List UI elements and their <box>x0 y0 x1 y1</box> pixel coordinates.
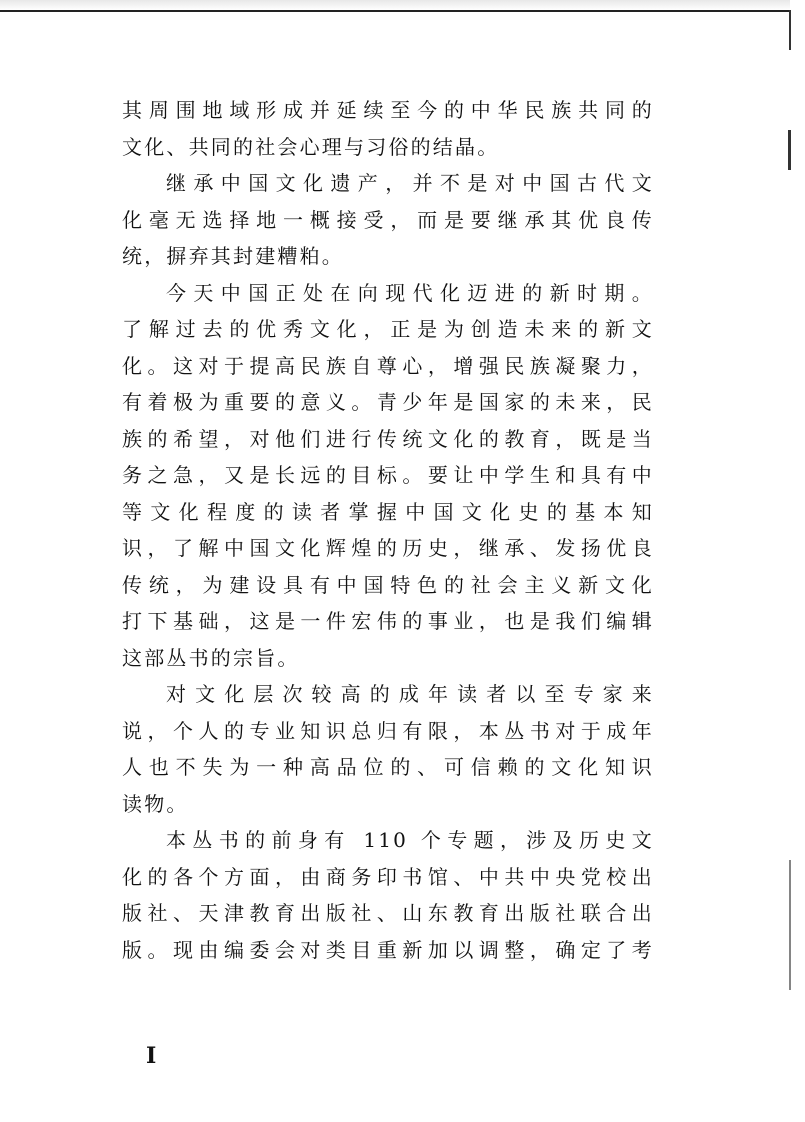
top-rule <box>0 0 790 12</box>
text-line: 人也不失为一种高品位的、可信赖的文化知识 <box>122 755 654 779</box>
text-line: 文化、共同的社会心理与习俗的结晶。 <box>122 134 500 159</box>
body-text <box>122 92 654 968</box>
text-line: 版社、天津教育出版社、山东教育出版社联合出 <box>122 901 654 925</box>
text-line: 识，了解中国文化辉煌的历史，继承、发扬优良 <box>122 536 654 560</box>
text-line: 族的希望，对他们进行传统文化的教育，既是当 <box>122 426 654 451</box>
text-line: 化毫无选择地一概接受，而是要继承其优良传 <box>122 207 654 232</box>
text-line: 版。现由编委会对类目重新加以调整，确定了考 <box>122 937 654 962</box>
scan-edge-mark <box>789 10 791 50</box>
text-line: 统，摒弃其封建糟粕。 <box>122 244 344 268</box>
text-line: 本丛书的前身有 110 个专题，涉及历史文 <box>166 828 654 852</box>
text-line: 今天中国正处在向现代化迈进的新时期。 <box>166 280 654 305</box>
text-line: 传统，为建设具有中国特色的社会主义新文化 <box>122 572 654 597</box>
text-line: 有着极为重要的意义。青少年是国家的未来，民 <box>122 390 654 414</box>
text-line: 继承中国文化遗产，并不是对中国古代文 <box>166 171 654 195</box>
page-number: I <box>146 1043 157 1069</box>
text-line: 化。这对于提高民族自尊心，增强民族凝聚力， <box>122 353 654 378</box>
text-line: 说，个人的专业知识总归有限，本丛书对于成年 <box>122 718 654 743</box>
text-line: 对文化层次较高的成年读者以至专家来 <box>166 682 654 706</box>
scan-edge-mark <box>789 860 791 990</box>
text-line: 其周围地域形成并延续至今的中华民族共同的 <box>122 98 654 122</box>
scan-edge-mark <box>788 130 791 170</box>
text-line: 等文化程度的读者掌握中国文化史的基本知 <box>122 499 654 524</box>
text-line: 打下基础，这是一件宏伟的事业，也是我们编辑 <box>122 609 654 633</box>
text-line: 读物。 <box>122 791 189 816</box>
text-line: 化的各个方面，由商务印书馆、中共中央党校出 <box>122 864 654 889</box>
text-line: 了解过去的优秀文化，正是为创造未来的新文 <box>122 317 654 341</box>
text-line: 这部丛书的宗旨。 <box>122 645 300 670</box>
text-line: 务之急，又是长远的目标。要让中学生和具有中 <box>122 463 654 487</box>
